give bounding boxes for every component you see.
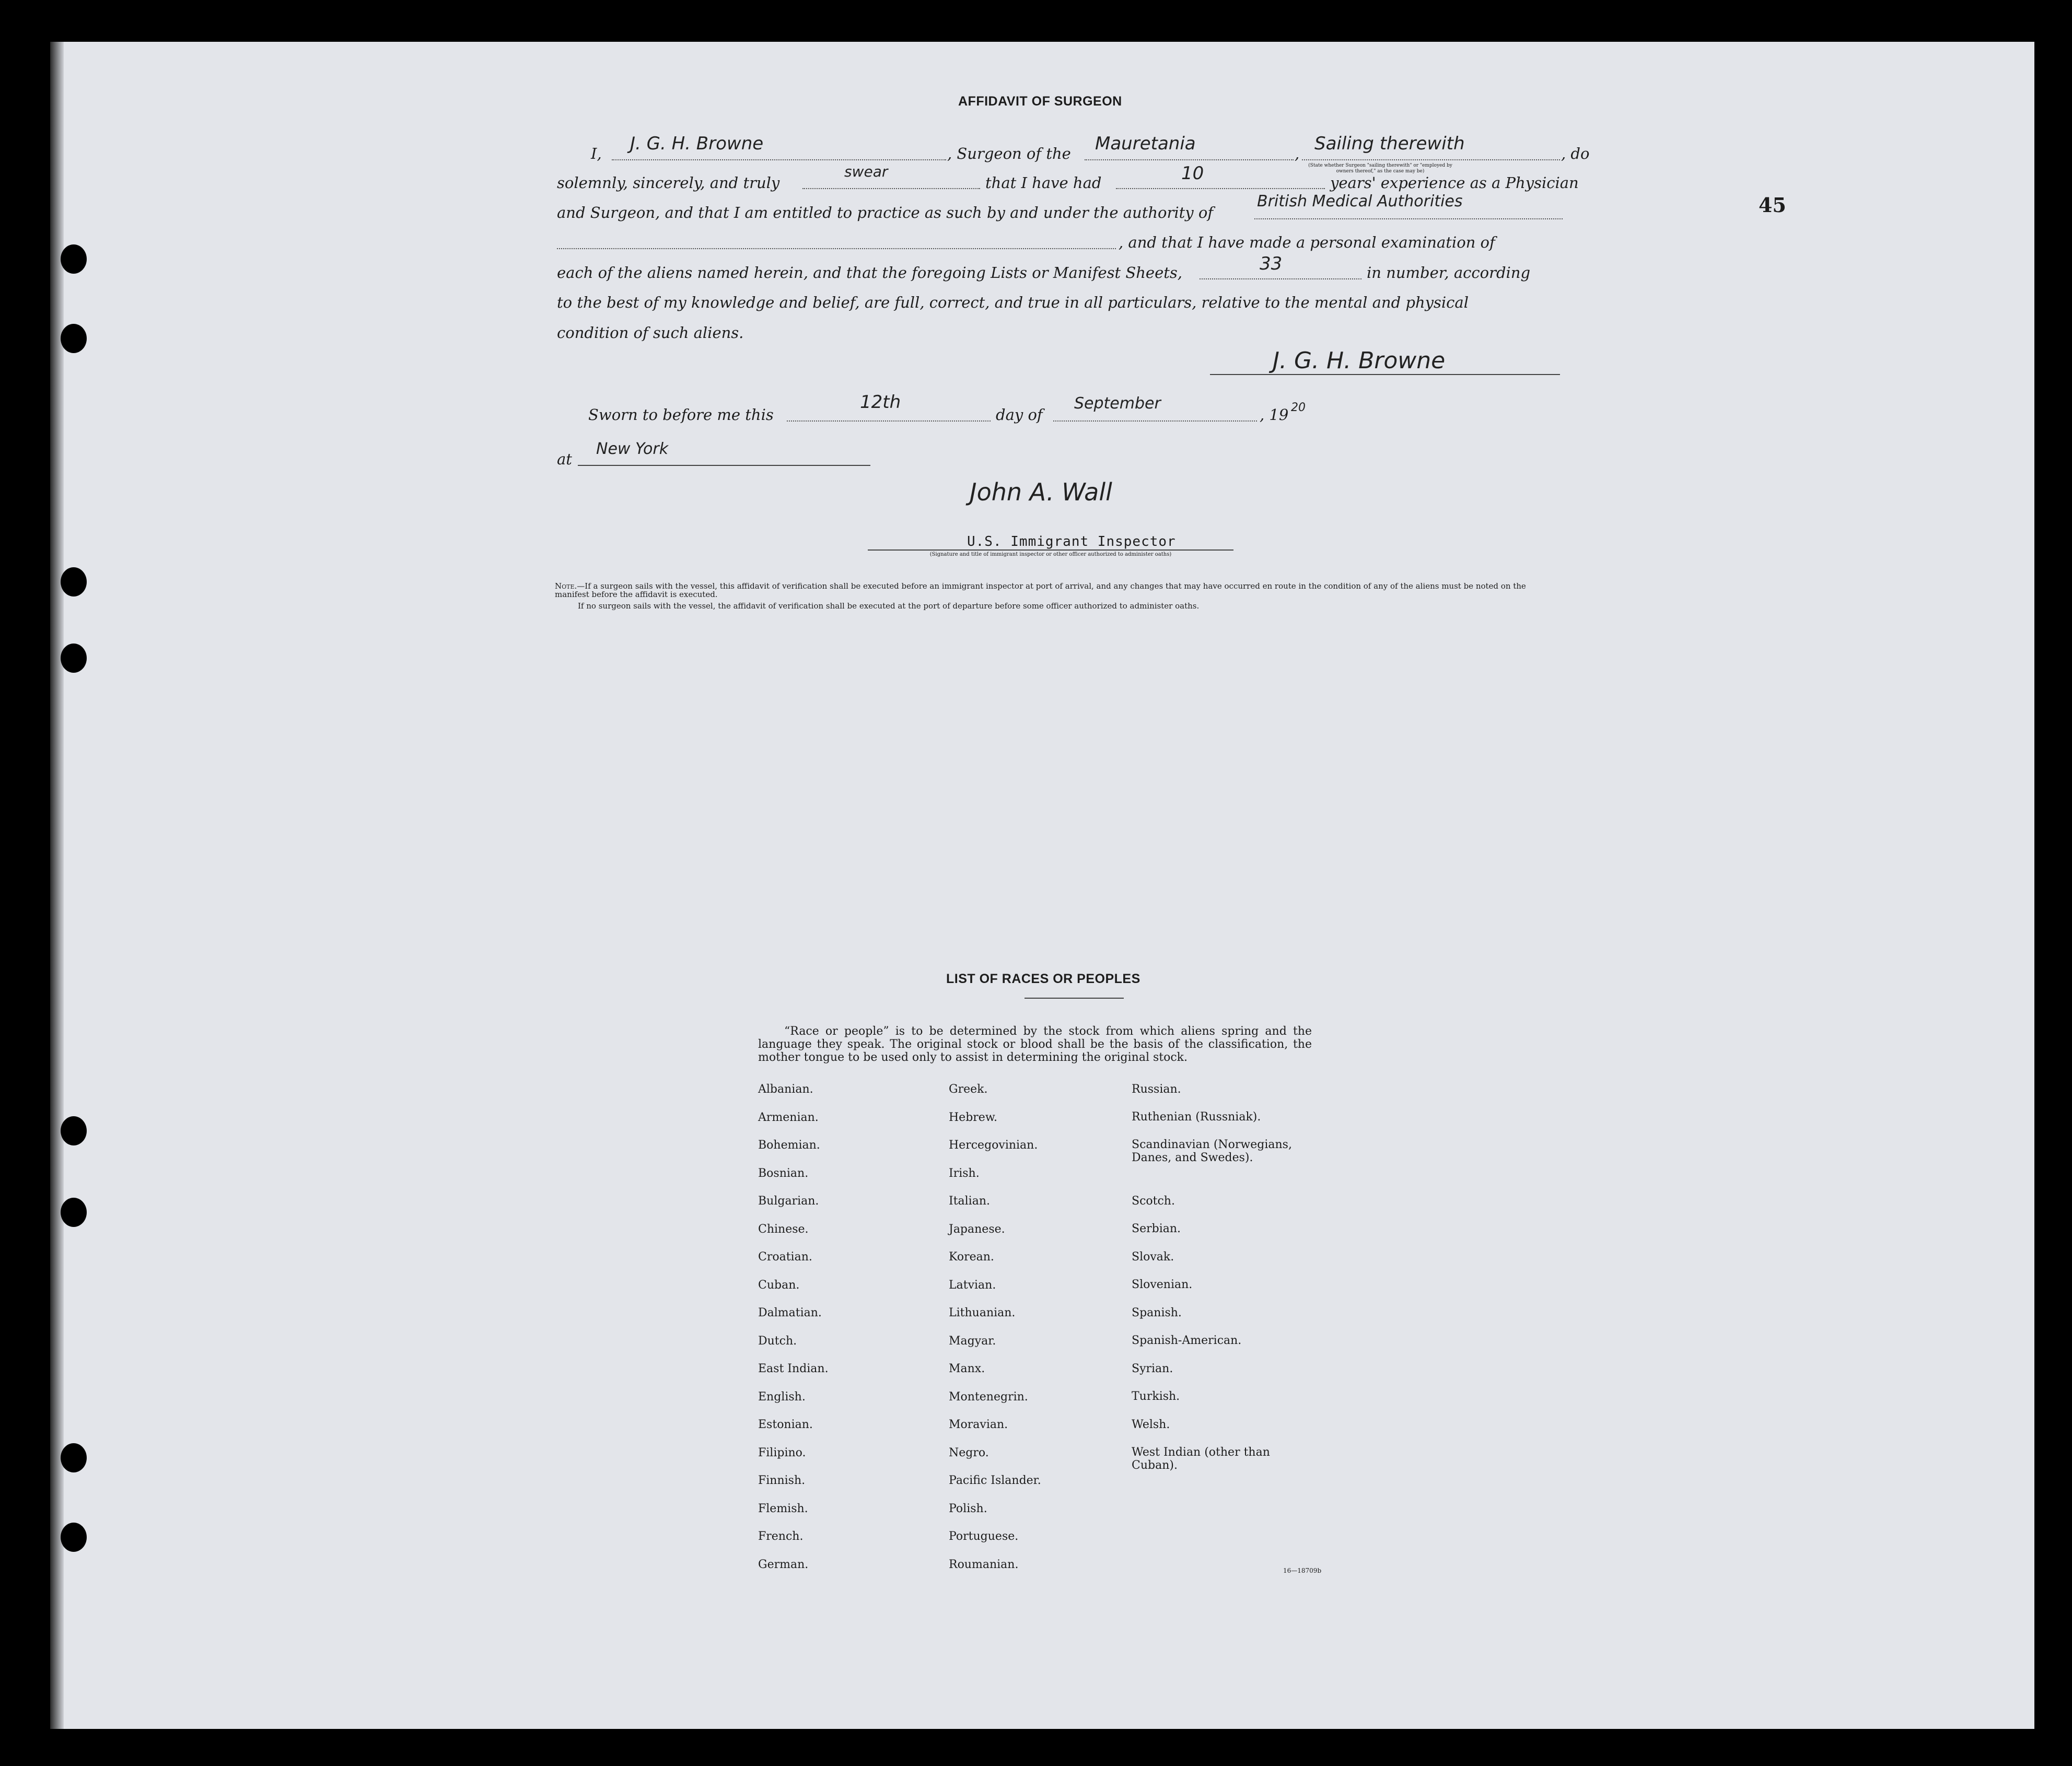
race-item: Irish.	[949, 1166, 980, 1180]
handwritten-years: 10	[1181, 163, 1204, 184]
affidavit-text: years' experience as a Physician	[1330, 174, 1579, 192]
race-item: Negro.	[949, 1446, 989, 1459]
handwritten-year: 20	[1291, 401, 1306, 414]
race-item: Welsh.	[1132, 1418, 1170, 1431]
race-item: Magyar.	[949, 1334, 996, 1348]
race-item: Greek.	[949, 1083, 988, 1096]
affidavit-title: AFFIDAVIT OF SURGEON	[958, 94, 1122, 109]
race-item: Albanian.	[758, 1083, 813, 1096]
punch-hole	[61, 1198, 87, 1227]
blank-line	[787, 420, 991, 422]
page-edge-shadow	[50, 42, 64, 1729]
race-item: French.	[758, 1530, 804, 1543]
race-item: Korean.	[949, 1250, 994, 1264]
blank-line	[1254, 218, 1563, 219]
blank-line	[1085, 159, 1294, 160]
affidavit-text: and Surgeon, and that I am entitled to practice as such by and under the authority of	[557, 204, 1214, 221]
handwritten-swear: swear	[844, 163, 888, 180]
race-item: Chinese.	[758, 1222, 809, 1236]
race-item: Russian.	[1132, 1083, 1181, 1096]
races-title: LIST OF RACES OR PEOPLES	[946, 972, 1140, 986]
affidavit-text: , Surgeon of the	[947, 145, 1071, 162]
affidavit-text: solemnly, sincerely, and truly	[557, 174, 780, 192]
blank-line	[578, 465, 870, 466]
race-item: Filipino.	[758, 1446, 806, 1459]
race-item: Croatian.	[758, 1250, 812, 1264]
handwritten-authority: British Medical Authorities	[1257, 192, 1463, 210]
handwritten-sheets: 33	[1260, 253, 1283, 274]
affidavit-text: each of the aliens named herein, and that the foregoing Lists or Manifest Sheets,	[557, 264, 1183, 282]
blank-line	[1116, 188, 1325, 189]
handwritten-signature: J. G. H. Browne	[1273, 347, 1446, 374]
affidavit-note-2: If no surgeon sails with the vessel, the affidavit of verification shall be executed at the port of departure before some officer authorized to administer oaths.	[578, 601, 1200, 611]
punch-hole	[61, 1443, 87, 1472]
punch-hole	[61, 244, 87, 274]
blank-line	[1302, 159, 1560, 160]
affidavit-text: at	[557, 450, 572, 468]
race-item: Roumanian.	[949, 1558, 1019, 1571]
affidavit-text: ,	[1295, 145, 1300, 162]
race-item: Spanish-American.	[1132, 1334, 1242, 1347]
signature-line	[1210, 374, 1560, 375]
affidavit-text: , and that I have made a personal examination of	[1119, 233, 1495, 251]
handwritten-month: September	[1074, 394, 1161, 413]
affidavit-text: Sworn to before me this	[588, 406, 774, 424]
race-item: Montenegrin.	[949, 1390, 1028, 1404]
race-item: Armenian.	[758, 1110, 819, 1124]
officer-line	[868, 549, 1233, 551]
handwritten-sailing: Sailing therewith	[1314, 133, 1465, 154]
officer-title: U.S. Immigrant Inspector	[967, 534, 1176, 549]
affidavit-text: to the best of my knowledge and belief, are full, correct, and true in all particulars, relative to the mental and physical	[557, 294, 1469, 311]
blank-line	[612, 159, 946, 160]
race-item: Hebrew.	[949, 1110, 998, 1124]
race-item: Slovenian.	[1132, 1278, 1193, 1291]
affidavit-text: that I have had	[985, 174, 1102, 192]
race-item: Portuguese.	[949, 1530, 1019, 1543]
races-intro: “Race or people” is to be determined by the stock from which aliens spring and the language they speak. The original stock or blood shall be the basis of the classification, the mother tongue to be used only to assist in determining the original stock.	[758, 1025, 1312, 1064]
punch-hole	[61, 567, 87, 597]
race-item: Turkish.	[1132, 1390, 1180, 1403]
note-label: Note.	[555, 581, 577, 591]
blank-line	[1200, 278, 1361, 279]
race-item: Hercegovinian.	[949, 1139, 1038, 1152]
race-item: Serbian.	[1132, 1222, 1181, 1235]
affidavit-note	[555, 582, 1537, 599]
affidavit-text: day of	[996, 406, 1043, 424]
punch-hole	[61, 1523, 87, 1552]
affidavit-text: , do	[1561, 145, 1590, 162]
race-item: Finnish.	[758, 1474, 806, 1487]
race-item: West Indian (other than Cuban).	[1132, 1446, 1270, 1472]
page-number: 45	[1759, 193, 1786, 217]
race-item: Italian.	[949, 1195, 990, 1208]
affidavit-text: condition of such aliens.	[557, 324, 744, 342]
blank-line	[802, 188, 980, 189]
punch-hole	[61, 324, 87, 353]
form-number: 16—18709b	[1283, 1567, 1322, 1574]
note-text-1: —If a surgeon sails with the vessel, this affidavit of verification shall be executed before an immigrant inspector at port of arrival, and any changes that may have occurred en route in the condition of any of the aliens must be noted on the manifest before the affidavit is executed.	[555, 581, 1526, 599]
affidavit-text: , 19	[1260, 406, 1289, 424]
race-item: Flemish.	[758, 1502, 808, 1515]
race-item: Pacific Islander.	[949, 1474, 1041, 1487]
race-item: East Indian.	[758, 1362, 829, 1375]
affidavit-text: I,	[591, 145, 602, 162]
document-page	[50, 42, 2034, 1729]
blank-line	[557, 248, 1116, 249]
race-item: Manx.	[949, 1362, 985, 1375]
officer-caption: (Signature and title of immigrant inspector or other officer authorized to administer oaths)	[929, 552, 1172, 557]
punch-hole	[61, 644, 87, 673]
races-title-rule	[1025, 998, 1124, 999]
race-item: Moravian.	[949, 1418, 1008, 1431]
punch-hole	[61, 1116, 87, 1145]
handwritten-surgeon-name: J. G. H. Browne	[630, 133, 764, 154]
race-item: Bohemian.	[758, 1139, 820, 1152]
race-item: Bosnian.	[758, 1166, 809, 1180]
race-item: Japanese.	[949, 1222, 1005, 1236]
handwritten-place: New York	[596, 440, 669, 458]
handwritten-inspector-signature: John A. Wall	[970, 478, 1112, 506]
race-item: Lithuanian.	[949, 1306, 1016, 1319]
sailing-note: (State whether Surgeon "sailing therewith" or "employed by owners thereof," as the case may be)	[1308, 163, 1452, 174]
handwritten-day: 12th	[860, 392, 901, 413]
race-item: English.	[758, 1390, 806, 1404]
race-item: Spanish.	[1132, 1306, 1182, 1319]
race-item: Dutch.	[758, 1334, 797, 1348]
blank-line	[1053, 420, 1257, 422]
race-item: Slovak.	[1132, 1250, 1174, 1264]
race-item: Cuban.	[758, 1278, 800, 1292]
race-item: Syrian.	[1132, 1362, 1173, 1375]
race-item: Estonian.	[758, 1418, 813, 1431]
race-item: Ruthenian (Russniak).	[1132, 1110, 1261, 1124]
affidavit-text: in number, according	[1367, 264, 1531, 282]
handwritten-vessel: Mauretania	[1095, 133, 1196, 154]
race-item: Scandinavian (Norwegians, Danes, and Swedes).	[1132, 1138, 1292, 1164]
race-item: Dalmatian.	[758, 1306, 822, 1319]
race-item: Bulgarian.	[758, 1195, 819, 1208]
race-item: Polish.	[949, 1502, 987, 1515]
race-item: Scotch.	[1132, 1195, 1175, 1208]
race-item: Latvian.	[949, 1278, 996, 1292]
race-item: German.	[758, 1558, 809, 1571]
